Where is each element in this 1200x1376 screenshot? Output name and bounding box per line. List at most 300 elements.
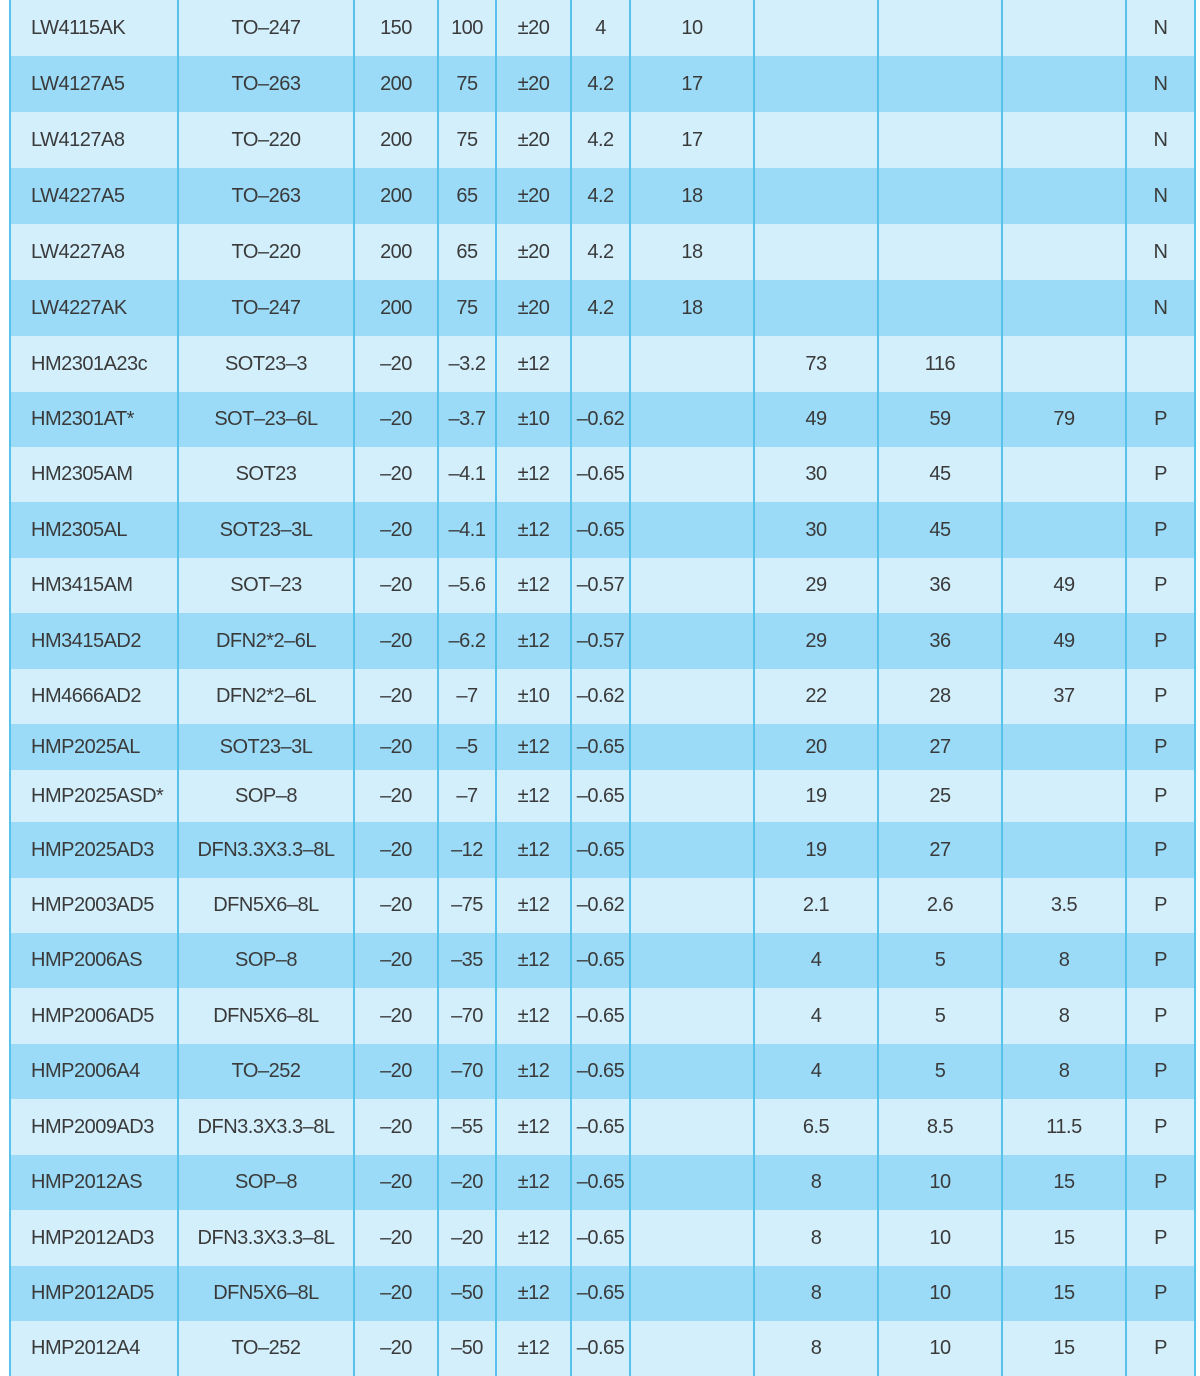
cell-package: SOT–23–6L xyxy=(178,392,354,447)
cell-rds-on-2v5: 5 xyxy=(878,933,1002,988)
table-row xyxy=(10,770,1195,822)
cell-part-number: HM4666AD2 xyxy=(10,669,178,724)
cell-package: TO–220 xyxy=(178,224,354,280)
cell-vgs: ±12 xyxy=(496,447,571,502)
cell-vds: –20 xyxy=(354,1321,438,1376)
table-row xyxy=(10,0,1195,56)
cell-polarity xyxy=(1126,336,1195,392)
table-row xyxy=(10,336,1195,392)
cell-vds: –20 xyxy=(354,878,438,933)
table-row xyxy=(10,878,1195,933)
cell-id: –12 xyxy=(438,822,496,878)
cell-rds-on-10v xyxy=(630,1210,754,1266)
cell-part-number: LW4227A5 xyxy=(10,168,178,224)
cell-package: SOP–8 xyxy=(178,933,354,988)
cell-rds-on-10v xyxy=(630,669,754,724)
cell-id: –6.2 xyxy=(438,613,496,669)
cell-rds-on-1v8: 15 xyxy=(1002,1155,1126,1210)
cell-rds-on-1v8: 15 xyxy=(1002,1266,1126,1321)
cell-rds-on-1v8: 15 xyxy=(1002,1210,1126,1266)
cell-rds-on-1v8 xyxy=(1002,447,1126,502)
cell-id: –5.6 xyxy=(438,558,496,613)
cell-vgs: ±12 xyxy=(496,770,571,822)
cell-polarity: P xyxy=(1126,1321,1195,1376)
cell-vth: –0.65 xyxy=(571,724,630,770)
cell-id: –4.1 xyxy=(438,447,496,502)
cell-id: –35 xyxy=(438,933,496,988)
cell-rds-on-4v5: 6.5 xyxy=(754,1099,878,1155)
table-row xyxy=(10,502,1195,558)
cell-id: –4.1 xyxy=(438,502,496,558)
cell-vgs: ±12 xyxy=(496,336,571,392)
cell-rds-on-10v: 18 xyxy=(630,168,754,224)
cell-vgs: ±12 xyxy=(496,724,571,770)
cell-id: 65 xyxy=(438,224,496,280)
cell-rds-on-2v5 xyxy=(878,56,1002,112)
cell-vds: –20 xyxy=(354,336,438,392)
cell-rds-on-4v5 xyxy=(754,280,878,336)
cell-vgs: ±10 xyxy=(496,669,571,724)
cell-vth: –0.65 xyxy=(571,447,630,502)
cell-rds-on-4v5: 49 xyxy=(754,392,878,447)
cell-rds-on-1v8 xyxy=(1002,280,1126,336)
cell-vgs: ±20 xyxy=(496,0,571,56)
cell-rds-on-4v5: 4 xyxy=(754,988,878,1044)
cell-package: SOT23–3L xyxy=(178,502,354,558)
cell-rds-on-10v: 17 xyxy=(630,56,754,112)
cell-vth: –0.57 xyxy=(571,558,630,613)
mosfet-spec-table xyxy=(9,0,1196,1376)
cell-polarity: P xyxy=(1126,822,1195,878)
cell-rds-on-1v8 xyxy=(1002,112,1126,168)
cell-package: SOT23–3 xyxy=(178,336,354,392)
cell-vth: –0.65 xyxy=(571,1266,630,1321)
cell-vds: 200 xyxy=(354,168,438,224)
cell-polarity: P xyxy=(1126,770,1195,822)
cell-vds: –20 xyxy=(354,933,438,988)
cell-rds-on-1v8: 37 xyxy=(1002,669,1126,724)
cell-polarity: N xyxy=(1126,280,1195,336)
cell-package: TO–263 xyxy=(178,168,354,224)
cell-vds: –20 xyxy=(354,447,438,502)
cell-part-number: HMP2012AS xyxy=(10,1155,178,1210)
cell-package: TO–252 xyxy=(178,1321,354,1376)
cell-vds: –20 xyxy=(354,1044,438,1099)
cell-package: TO–247 xyxy=(178,280,354,336)
cell-vgs: ±12 xyxy=(496,933,571,988)
table-row xyxy=(10,613,1195,669)
cell-vgs: ±10 xyxy=(496,392,571,447)
cell-id: –75 xyxy=(438,878,496,933)
cell-rds-on-2v5: 10 xyxy=(878,1321,1002,1376)
cell-polarity: N xyxy=(1126,0,1195,56)
cell-vds: 150 xyxy=(354,0,438,56)
cell-rds-on-2v5 xyxy=(878,0,1002,56)
cell-polarity: P xyxy=(1126,933,1195,988)
cell-id: –20 xyxy=(438,1155,496,1210)
cell-package: SOT23–3L xyxy=(178,724,354,770)
cell-vth: 4.2 xyxy=(571,56,630,112)
cell-rds-on-10v xyxy=(630,336,754,392)
cell-vth: –0.65 xyxy=(571,1321,630,1376)
cell-vth: –0.62 xyxy=(571,878,630,933)
cell-vth: –0.65 xyxy=(571,1099,630,1155)
cell-polarity: P xyxy=(1126,1155,1195,1210)
table-row xyxy=(10,168,1195,224)
cell-rds-on-10v xyxy=(630,447,754,502)
cell-part-number: HMP2006AD5 xyxy=(10,988,178,1044)
cell-vth: 4.2 xyxy=(571,280,630,336)
spec-table-container xyxy=(9,0,1194,1376)
cell-rds-on-2v5: 45 xyxy=(878,502,1002,558)
cell-rds-on-2v5: 10 xyxy=(878,1210,1002,1266)
cell-id: 75 xyxy=(438,56,496,112)
cell-id: –20 xyxy=(438,1210,496,1266)
table-row xyxy=(10,392,1195,447)
cell-vds: –20 xyxy=(354,392,438,447)
cell-part-number: HMP2025AL xyxy=(10,724,178,770)
cell-vds: –20 xyxy=(354,822,438,878)
table-row xyxy=(10,669,1195,724)
cell-id: 75 xyxy=(438,112,496,168)
cell-rds-on-1v8 xyxy=(1002,56,1126,112)
cell-vth xyxy=(571,336,630,392)
cell-id: –3.2 xyxy=(438,336,496,392)
cell-rds-on-1v8 xyxy=(1002,0,1126,56)
cell-package: SOT23 xyxy=(178,447,354,502)
cell-part-number: LW4127A5 xyxy=(10,56,178,112)
cell-rds-on-10v xyxy=(630,1099,754,1155)
cell-vgs: ±12 xyxy=(496,502,571,558)
cell-rds-on-10v xyxy=(630,502,754,558)
cell-vth: –0.65 xyxy=(571,1044,630,1099)
cell-part-number: HMP2012AD3 xyxy=(10,1210,178,1266)
cell-package: DFN5X6–8L xyxy=(178,878,354,933)
cell-part-number: HMP2006AS xyxy=(10,933,178,988)
cell-vgs: ±12 xyxy=(496,1210,571,1266)
cell-rds-on-4v5: 29 xyxy=(754,558,878,613)
table-row xyxy=(10,822,1195,878)
cell-rds-on-2v5: 5 xyxy=(878,988,1002,1044)
table-row xyxy=(10,1321,1195,1376)
cell-package: DFN3.3X3.3–8L xyxy=(178,822,354,878)
cell-package: DFN2*2–6L xyxy=(178,613,354,669)
table-row xyxy=(10,112,1195,168)
cell-polarity: N xyxy=(1126,224,1195,280)
cell-rds-on-2v5: 27 xyxy=(878,822,1002,878)
cell-polarity: P xyxy=(1126,502,1195,558)
cell-rds-on-2v5: 8.5 xyxy=(878,1099,1002,1155)
cell-polarity: P xyxy=(1126,724,1195,770)
cell-vds: –20 xyxy=(354,1210,438,1266)
table-row xyxy=(10,1210,1195,1266)
cell-part-number: LW4115AK xyxy=(10,0,178,56)
cell-package: SOP–8 xyxy=(178,770,354,822)
cell-rds-on-10v xyxy=(630,558,754,613)
cell-rds-on-4v5: 19 xyxy=(754,770,878,822)
cell-vth: –0.65 xyxy=(571,933,630,988)
cell-polarity: P xyxy=(1126,558,1195,613)
cell-vgs: ±20 xyxy=(496,280,571,336)
cell-vth: –0.65 xyxy=(571,988,630,1044)
cell-vth: 4.2 xyxy=(571,168,630,224)
cell-rds-on-1v8: 8 xyxy=(1002,933,1126,988)
cell-rds-on-10v xyxy=(630,878,754,933)
cell-part-number: HM3415AM xyxy=(10,558,178,613)
cell-part-number: LW4227A8 xyxy=(10,224,178,280)
cell-vgs: ±12 xyxy=(496,613,571,669)
cell-rds-on-4v5 xyxy=(754,0,878,56)
cell-package: TO–220 xyxy=(178,112,354,168)
cell-package: DFN2*2–6L xyxy=(178,669,354,724)
cell-polarity: P xyxy=(1126,447,1195,502)
cell-id: –70 xyxy=(438,988,496,1044)
cell-rds-on-4v5 xyxy=(754,168,878,224)
cell-vds: –20 xyxy=(354,669,438,724)
cell-rds-on-1v8: 49 xyxy=(1002,613,1126,669)
cell-rds-on-2v5: 36 xyxy=(878,613,1002,669)
cell-rds-on-10v xyxy=(630,933,754,988)
cell-id: –50 xyxy=(438,1266,496,1321)
cell-rds-on-10v xyxy=(630,724,754,770)
cell-rds-on-2v5: 36 xyxy=(878,558,1002,613)
cell-rds-on-1v8 xyxy=(1002,770,1126,822)
cell-rds-on-4v5: 30 xyxy=(754,447,878,502)
cell-rds-on-4v5 xyxy=(754,112,878,168)
table-row xyxy=(10,933,1195,988)
cell-rds-on-10v xyxy=(630,1044,754,1099)
cell-part-number: HMP2003AD5 xyxy=(10,878,178,933)
cell-vds: –20 xyxy=(354,770,438,822)
cell-part-number: HMP2009AD3 xyxy=(10,1099,178,1155)
cell-package: SOT–23 xyxy=(178,558,354,613)
cell-rds-on-4v5: 30 xyxy=(754,502,878,558)
cell-rds-on-10v: 17 xyxy=(630,112,754,168)
cell-rds-on-4v5: 4 xyxy=(754,1044,878,1099)
table-body xyxy=(10,0,1195,1376)
cell-id: 65 xyxy=(438,168,496,224)
cell-rds-on-4v5: 8 xyxy=(754,1210,878,1266)
cell-rds-on-10v: 18 xyxy=(630,224,754,280)
cell-vds: –20 xyxy=(354,724,438,770)
table-row xyxy=(10,988,1195,1044)
cell-polarity: N xyxy=(1126,168,1195,224)
cell-rds-on-4v5: 8 xyxy=(754,1321,878,1376)
cell-rds-on-2v5: 5 xyxy=(878,1044,1002,1099)
cell-id: 75 xyxy=(438,280,496,336)
cell-part-number: HM2305AM xyxy=(10,447,178,502)
cell-polarity: P xyxy=(1126,1266,1195,1321)
cell-rds-on-1v8: 8 xyxy=(1002,1044,1126,1099)
cell-vds: –20 xyxy=(354,502,438,558)
cell-id: –3.7 xyxy=(438,392,496,447)
cell-rds-on-2v5: 59 xyxy=(878,392,1002,447)
table-row xyxy=(10,1266,1195,1321)
cell-vth: 4.2 xyxy=(571,224,630,280)
cell-id: 100 xyxy=(438,0,496,56)
cell-rds-on-1v8 xyxy=(1002,224,1126,280)
cell-rds-on-10v: 10 xyxy=(630,0,754,56)
cell-vds: –20 xyxy=(354,558,438,613)
cell-rds-on-4v5: 8 xyxy=(754,1155,878,1210)
cell-rds-on-2v5: 2.6 xyxy=(878,878,1002,933)
cell-vds: –20 xyxy=(354,1266,438,1321)
cell-rds-on-2v5 xyxy=(878,224,1002,280)
cell-rds-on-4v5: 8 xyxy=(754,1266,878,1321)
cell-part-number: HM3415AD2 xyxy=(10,613,178,669)
cell-rds-on-10v xyxy=(630,613,754,669)
cell-vth: –0.57 xyxy=(571,613,630,669)
cell-rds-on-2v5: 25 xyxy=(878,770,1002,822)
cell-vgs: ±12 xyxy=(496,1044,571,1099)
cell-package: TO–263 xyxy=(178,56,354,112)
cell-vds: 200 xyxy=(354,224,438,280)
cell-vth: –0.65 xyxy=(571,770,630,822)
cell-vth: 4 xyxy=(571,0,630,56)
cell-vgs: ±20 xyxy=(496,56,571,112)
cell-rds-on-2v5: 45 xyxy=(878,447,1002,502)
cell-vth: –0.62 xyxy=(571,669,630,724)
cell-vgs: ±12 xyxy=(496,1099,571,1155)
cell-id: –50 xyxy=(438,1321,496,1376)
cell-vds: 200 xyxy=(354,112,438,168)
cell-id: –55 xyxy=(438,1099,496,1155)
cell-rds-on-1v8 xyxy=(1002,724,1126,770)
table-row xyxy=(10,224,1195,280)
cell-vds: –20 xyxy=(354,1099,438,1155)
cell-part-number: HMP2025AD3 xyxy=(10,822,178,878)
cell-rds-on-2v5: 10 xyxy=(878,1155,1002,1210)
cell-rds-on-4v5 xyxy=(754,56,878,112)
table-row xyxy=(10,280,1195,336)
cell-rds-on-10v xyxy=(630,1155,754,1210)
cell-rds-on-4v5: 4 xyxy=(754,933,878,988)
cell-vgs: ±12 xyxy=(496,1155,571,1210)
cell-part-number: LW4127A8 xyxy=(10,112,178,168)
cell-id: –70 xyxy=(438,1044,496,1099)
cell-vgs: ±20 xyxy=(496,168,571,224)
cell-rds-on-4v5: 22 xyxy=(754,669,878,724)
cell-rds-on-10v xyxy=(630,822,754,878)
cell-part-number: HM2301AT* xyxy=(10,392,178,447)
cell-polarity: P xyxy=(1126,1044,1195,1099)
cell-polarity: P xyxy=(1126,1099,1195,1155)
cell-polarity: P xyxy=(1126,878,1195,933)
cell-vds: –20 xyxy=(354,613,438,669)
cell-rds-on-1v8: 15 xyxy=(1002,1321,1126,1376)
cell-vds: –20 xyxy=(354,1155,438,1210)
cell-vth: –0.65 xyxy=(571,822,630,878)
cell-rds-on-2v5: 116 xyxy=(878,336,1002,392)
cell-rds-on-1v8: 11.5 xyxy=(1002,1099,1126,1155)
cell-package: TO–252 xyxy=(178,1044,354,1099)
cell-vgs: ±12 xyxy=(496,988,571,1044)
cell-rds-on-4v5: 29 xyxy=(754,613,878,669)
cell-rds-on-10v xyxy=(630,770,754,822)
cell-polarity: N xyxy=(1126,56,1195,112)
cell-rds-on-1v8 xyxy=(1002,168,1126,224)
cell-vgs: ±20 xyxy=(496,224,571,280)
cell-vth: –0.65 xyxy=(571,502,630,558)
cell-vth: 4.2 xyxy=(571,112,630,168)
cell-part-number: LW4227AK xyxy=(10,280,178,336)
cell-vgs: ±12 xyxy=(496,1321,571,1376)
cell-part-number: HM2301A23c xyxy=(10,336,178,392)
cell-package: DFN5X6–8L xyxy=(178,1266,354,1321)
cell-rds-on-4v5: 73 xyxy=(754,336,878,392)
cell-polarity: P xyxy=(1126,988,1195,1044)
cell-vds: 200 xyxy=(354,56,438,112)
cell-vds: 200 xyxy=(354,280,438,336)
cell-part-number: HMP2012A4 xyxy=(10,1321,178,1376)
cell-id: –7 xyxy=(438,669,496,724)
cell-rds-on-10v xyxy=(630,1266,754,1321)
cell-rds-on-10v xyxy=(630,1321,754,1376)
cell-rds-on-1v8 xyxy=(1002,502,1126,558)
cell-part-number: HMP2012AD5 xyxy=(10,1266,178,1321)
table-row xyxy=(10,447,1195,502)
cell-rds-on-1v8: 79 xyxy=(1002,392,1126,447)
cell-rds-on-10v xyxy=(630,988,754,1044)
cell-part-number: HM2305AL xyxy=(10,502,178,558)
cell-polarity: P xyxy=(1126,1210,1195,1266)
cell-rds-on-4v5: 2.1 xyxy=(754,878,878,933)
table-row xyxy=(10,558,1195,613)
table-row xyxy=(10,1099,1195,1155)
cell-vgs: ±12 xyxy=(496,1266,571,1321)
cell-id: –5 xyxy=(438,724,496,770)
table-row xyxy=(10,1044,1195,1099)
cell-rds-on-1v8: 3.5 xyxy=(1002,878,1126,933)
cell-rds-on-4v5: 20 xyxy=(754,724,878,770)
cell-package: DFN3.3X3.3–8L xyxy=(178,1099,354,1155)
cell-package: TO–247 xyxy=(178,0,354,56)
cell-rds-on-1v8 xyxy=(1002,822,1126,878)
cell-rds-on-2v5: 28 xyxy=(878,669,1002,724)
cell-rds-on-1v8: 49 xyxy=(1002,558,1126,613)
cell-package: DFN5X6–8L xyxy=(178,988,354,1044)
cell-id: –7 xyxy=(438,770,496,822)
cell-rds-on-4v5: 19 xyxy=(754,822,878,878)
cell-part-number: HMP2025ASD* xyxy=(10,770,178,822)
table-row xyxy=(10,724,1195,770)
cell-rds-on-2v5 xyxy=(878,168,1002,224)
cell-vth: –0.62 xyxy=(571,392,630,447)
cell-rds-on-2v5: 27 xyxy=(878,724,1002,770)
cell-rds-on-1v8 xyxy=(1002,336,1126,392)
cell-polarity: N xyxy=(1126,112,1195,168)
table-row xyxy=(10,1155,1195,1210)
cell-vgs: ±12 xyxy=(496,822,571,878)
cell-rds-on-1v8: 8 xyxy=(1002,988,1126,1044)
cell-vgs: ±12 xyxy=(496,878,571,933)
cell-rds-on-10v: 18 xyxy=(630,280,754,336)
cell-polarity: P xyxy=(1126,613,1195,669)
cell-polarity: P xyxy=(1126,669,1195,724)
cell-vth: –0.65 xyxy=(571,1210,630,1266)
cell-rds-on-4v5 xyxy=(754,224,878,280)
cell-polarity: P xyxy=(1126,392,1195,447)
cell-package: DFN3.3X3.3–8L xyxy=(178,1210,354,1266)
table-row xyxy=(10,56,1195,112)
cell-vds: –20 xyxy=(354,988,438,1044)
cell-vth: –0.65 xyxy=(571,1155,630,1210)
cell-rds-on-2v5 xyxy=(878,112,1002,168)
cell-vgs: ±12 xyxy=(496,558,571,613)
cell-rds-on-10v xyxy=(630,392,754,447)
cell-package: SOP–8 xyxy=(178,1155,354,1210)
cell-rds-on-2v5: 10 xyxy=(878,1266,1002,1321)
